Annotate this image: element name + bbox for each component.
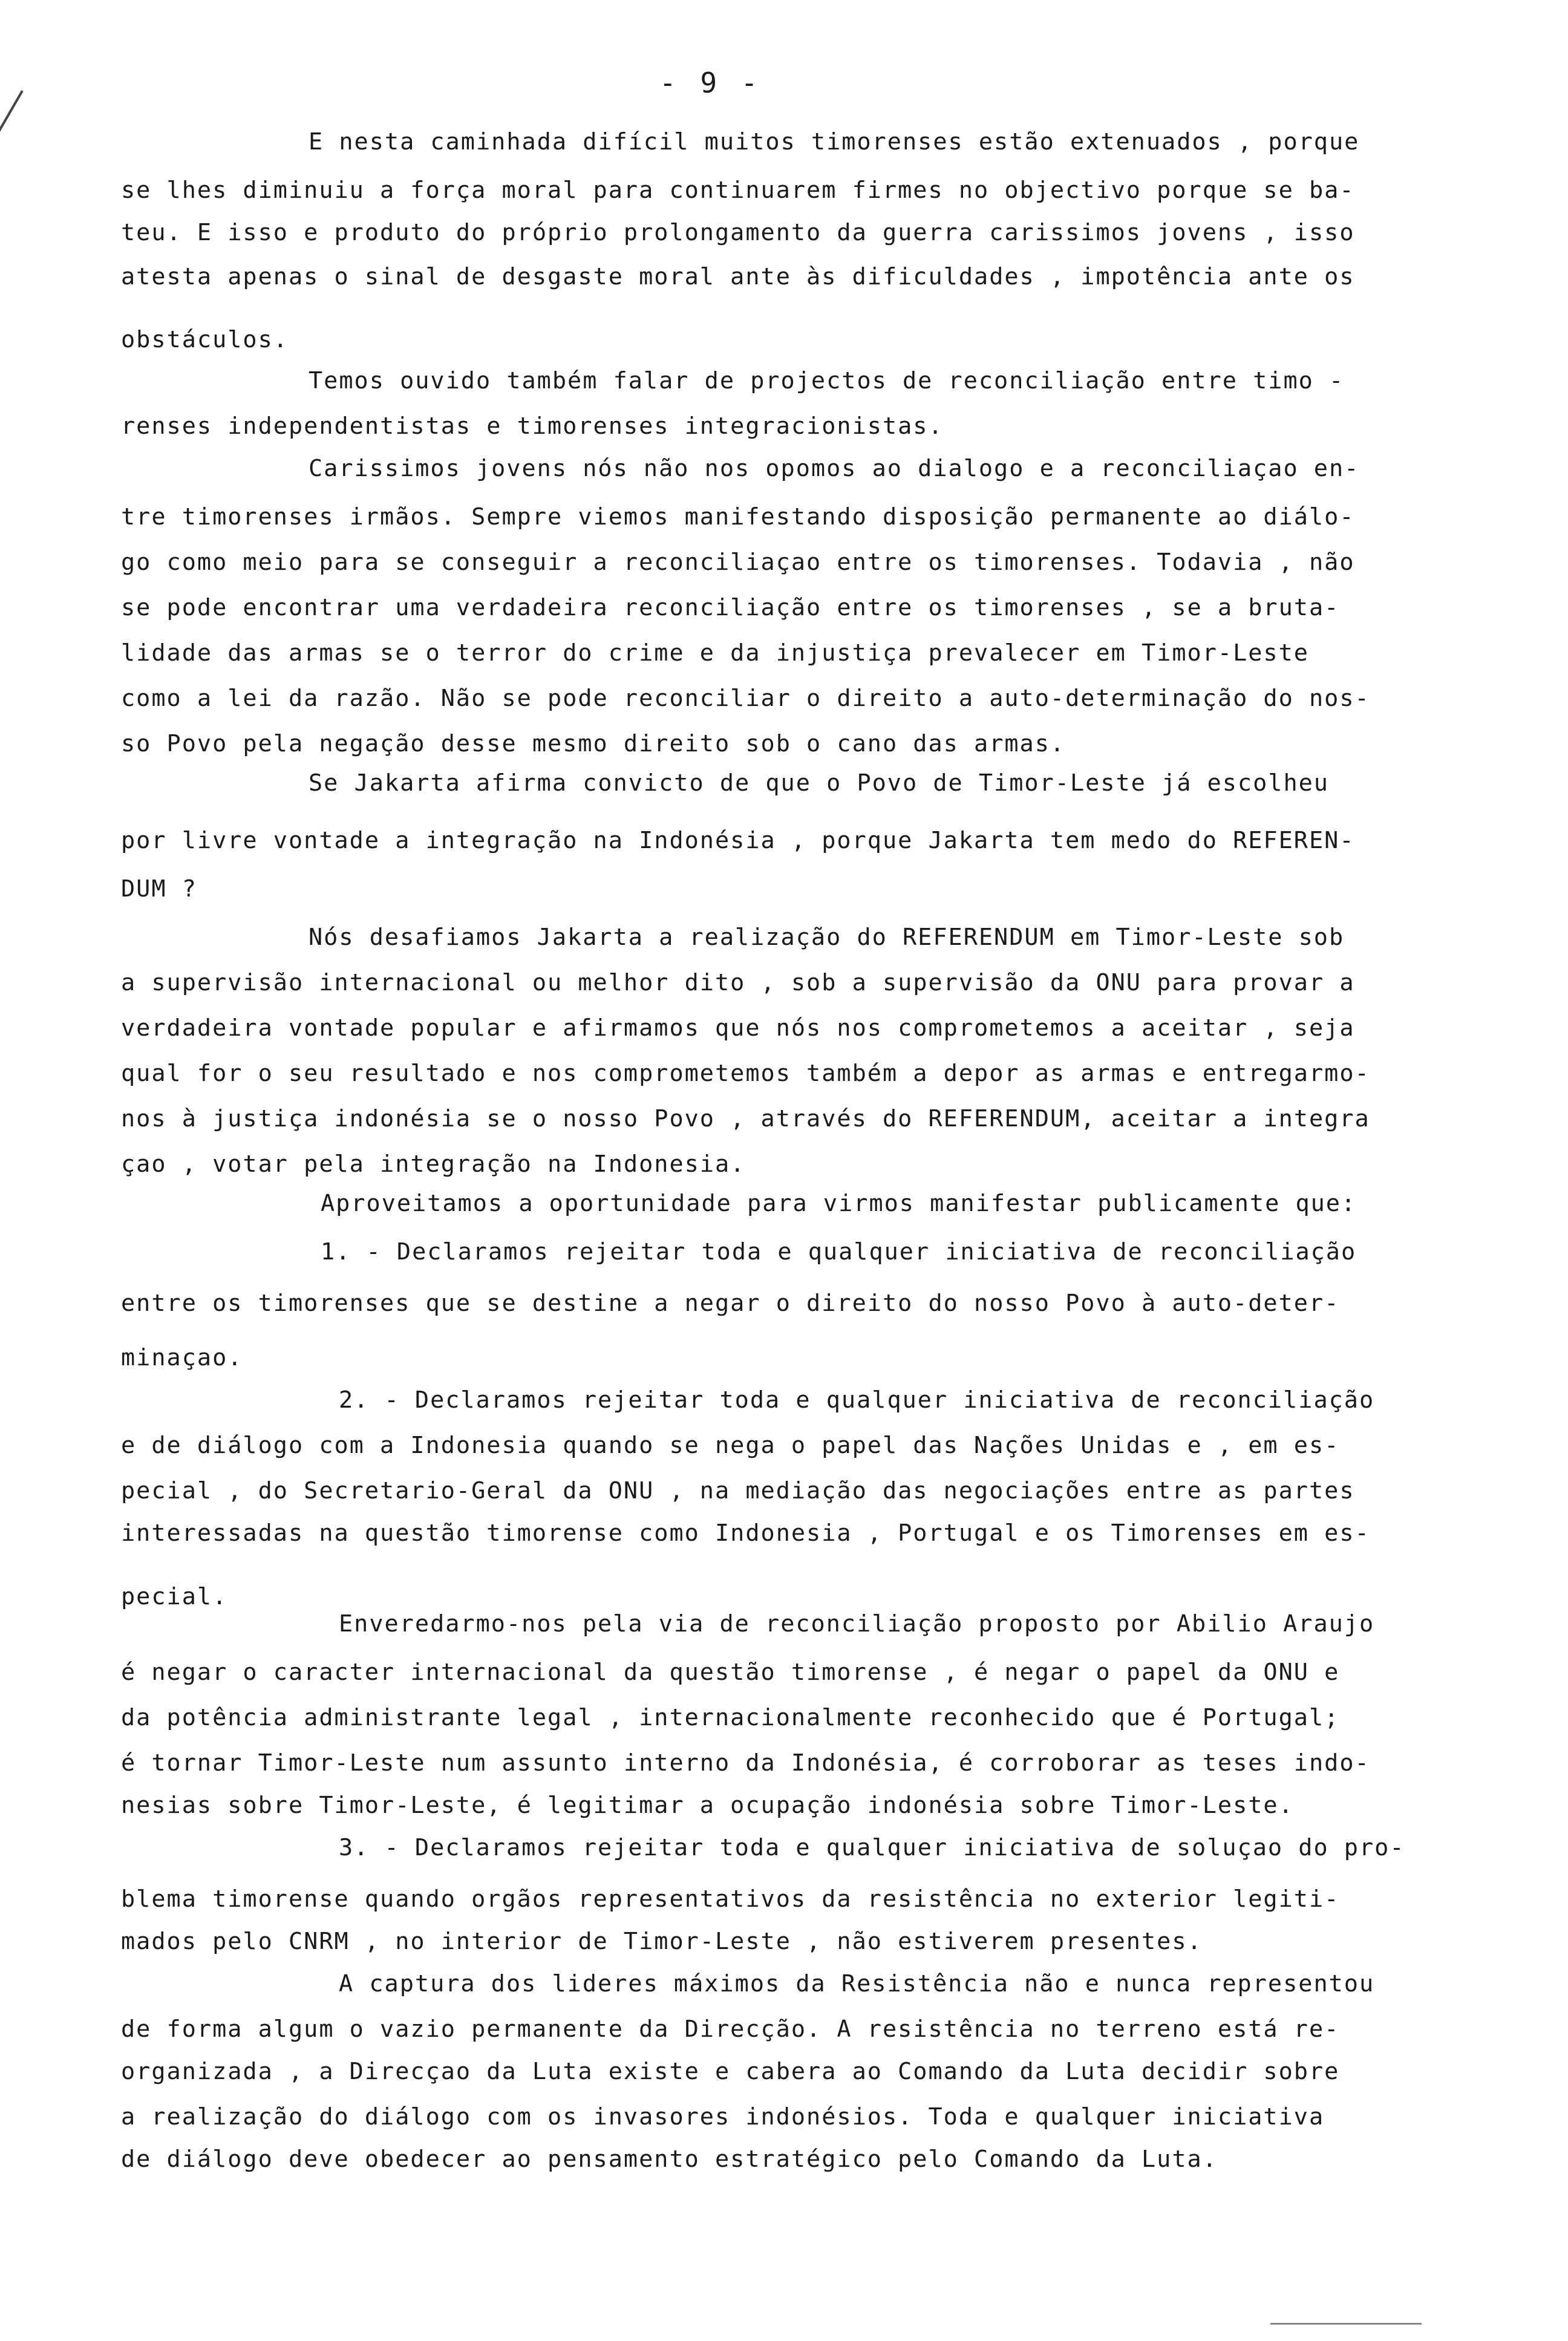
text-line: interessadas na questão timorense como Indonesia , Portugal e os Timorenses em es- (121, 1520, 1370, 1547)
text-line: DUM ? (121, 875, 197, 903)
text-line: lidade das armas se o terror do crime e da injustiça prevalecer em Timor-Leste (121, 639, 1309, 667)
text-line: a supervisão internacional ou melhor dito , sob a supervisão da ONU para provar a (121, 969, 1355, 996)
text-line: 3. - Declaramos rejeitar toda e qualquer iniciativa de soluçao do pro- (339, 1834, 1405, 1861)
text-line: Carissimos jovens nós não nos opomos ao dialogo e a reconciliaçao en- (309, 455, 1360, 482)
text-line: nos à justiça indonésia se o nosso Povo , através do REFERENDUM, aceitar a integra (121, 1105, 1370, 1132)
text-line: se lhes diminuiu a força moral para continuarem firmes no objectivo porque se ba- (121, 177, 1355, 204)
text-line: a realização do diálogo com os invasores indonésios. Toda e qualquer iniciativa (121, 2103, 1325, 2130)
text-line: renses independentistas e timorenses integracionistas. (121, 413, 944, 440)
text-line: Enveredarmo-nos pela via de reconciliação proposto por Abilio Araujo (339, 1610, 1375, 1637)
text-line: A captura dos lideres máximos da Resistência não e nunca representou (339, 1970, 1375, 1997)
text-line: de diálogo deve obedecer ao pensamento estratégico pelo Comando da Luta. (121, 2146, 1218, 2173)
text-line: blema timorense quando orgãos representativos da resistência no exterior legiti- (121, 1886, 1340, 1913)
text-line: so Povo pela negação desse mesmo direito sob o cano das armas. (121, 730, 1066, 757)
text-line: atesta apenas o sinal de desgaste moral ante às dificuldades , impotência ante os (121, 263, 1355, 290)
bottom-rule (1270, 2323, 1422, 2325)
text-line: tre timorenses irmãos. Sempre viemos manifestando disposição permanente ao diálo- (121, 503, 1355, 531)
text-line: qual for o seu resultado e nos comprometemos também a depor as armas e entregarmo- (121, 1060, 1370, 1087)
text-line: como a lei da razão. Não se pode reconciliar o direito a auto-determinação do nos- (121, 685, 1370, 712)
text-line: 2. - Declaramos rejeitar toda e qualquer iniciativa de reconciliação (339, 1386, 1375, 1414)
text-line: çao , votar pela integração na Indonesia. (121, 1151, 746, 1178)
text-line: 1. - Declaramos rejeitar toda e qualquer iniciativa de reconciliação (321, 1238, 1357, 1265)
text-line: teu. E isso e produto do próprio prolongamento da guerra carissimos jovens , isso (121, 219, 1355, 246)
text-line: da potência administrante legal , internacionalmente reconhecido que é Portugal; (121, 1704, 1340, 1731)
text-line: Temos ouvido também falar de projectos de reconciliação entre timo - (309, 367, 1345, 394)
text-line: por livre vontade a integração na Indonésia , porque Jakarta tem medo do REFEREN- (121, 827, 1355, 854)
text-line: mados pelo CNRM , no interior de Timor-Leste , não estiverem presentes. (121, 1928, 1203, 1955)
text-line: organizada , a Direcçao da Luta existe e cabera ao Comando da Luta decidir sobre (121, 2058, 1340, 2085)
text-line: Aproveitamos a oportunidade para virmos manifestar publicamente que: (321, 1190, 1357, 1217)
text-line: minaçao. (121, 1344, 243, 1371)
text-line: verdadeira vontade popular e afirmamos que nós nos comprometemos a aceitar , seja (121, 1014, 1355, 1042)
text-line: é negar o caracter internacional da questão timorense , é negar o papel da ONU e (121, 1659, 1340, 1686)
scan-artifact-line (0, 90, 24, 217)
text-line: E nesta caminhada difícil muitos timorenses estão extenuados , porque (309, 128, 1360, 155)
text-line: é tornar Timor-Leste num assunto interno da Indonésia, é corroborar as teses indo- (121, 1749, 1370, 1777)
text-line: Se Jakarta afirma convicto de que o Povo de Timor-Leste já escolheu (309, 769, 1329, 797)
text-line: pecial , do Secretario-Geral da ONU , na mediação das negociações entre as partes (121, 1477, 1355, 1504)
text-line: e de diálogo com a Indonesia quando se nega o papel das Nações Unidas e , em es- (121, 1432, 1340, 1459)
text-line: pecial. (121, 1583, 228, 1610)
text-line: entre os timorenses que se destine a negar o direito do nosso Povo à auto-deter- (121, 1290, 1340, 1317)
text-line: de forma algum o vazio permanente da Direcção. A resistência no terreno está re- (121, 2016, 1340, 2043)
text-line: se pode encontrar uma verdadeira reconciliação entre os timorenses , se a bruta- (121, 594, 1340, 621)
text-line: go como meio para se conseguir a reconciliaçao entre os timorenses. Todavia , não (121, 549, 1355, 576)
page-number: - 9 - (659, 67, 762, 99)
text-line: Nós desafiamos Jakarta a realização do REFERENDUM em Timor-Leste sob (309, 924, 1345, 951)
text-line: obstáculos. (121, 326, 289, 353)
text-line: nesias sobre Timor-Leste, é legitimar a ocupação indonésia sobre Timor-Leste. (121, 1792, 1294, 1819)
